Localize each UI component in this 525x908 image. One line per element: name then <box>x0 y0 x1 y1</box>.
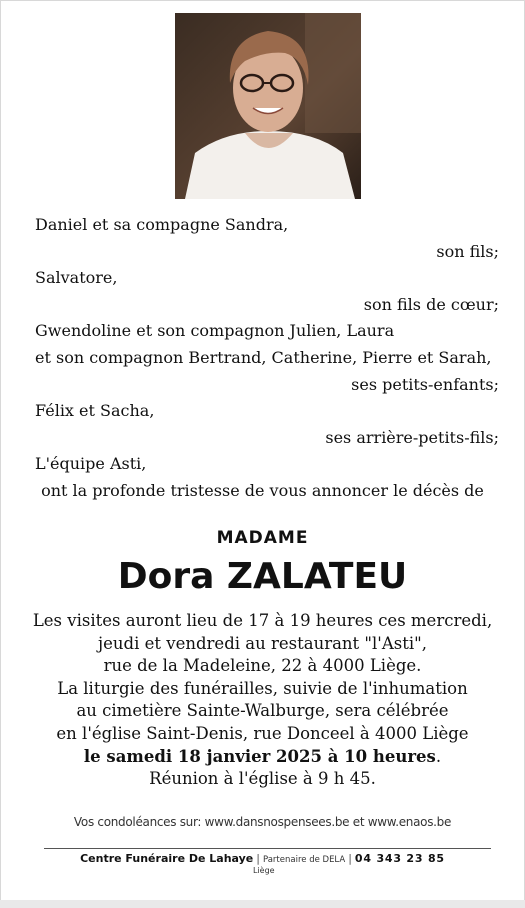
footer <box>0 852 525 865</box>
info-line: La liturgie des funérailles, suivie de l'inhumation <box>57 678 468 698</box>
family-line: son fils de cœur; <box>363 295 499 314</box>
family-line: ses petits-enfants; <box>351 375 499 394</box>
funeral-date-suffix: . <box>435 746 442 766</box>
funeral-home-name: Centre Funéraire De Lahaye <box>80 852 254 865</box>
funeral-date-text: le samedi 18 janvier 2025 à 10 heures <box>83 746 436 766</box>
footer-city: Liège <box>253 866 275 875</box>
family-line: ses arrière-petits-fils; <box>325 428 499 447</box>
funeral-info <box>20 610 505 791</box>
bottom-strip <box>0 900 525 908</box>
family-line: Salvatore, <box>35 268 118 287</box>
info-line: au cimetière Sainte-Walburge, sera célébrée <box>76 701 449 721</box>
family-line: son fils; <box>436 242 499 261</box>
portrait-photo <box>175 13 361 199</box>
family-line: et son compagnon Bertrand, Catherine, Pierre et Sarah, <box>35 348 492 367</box>
family-line: ont la profonde tristesse de vous annoncer le décès de <box>41 481 484 500</box>
info-line: en l'église Saint-Denis, rue Donceel à 4000 Liège <box>56 723 469 743</box>
footer-separator: | <box>348 852 352 865</box>
deceased-name: Dora ZALATEU <box>117 556 408 597</box>
footer-divider <box>44 848 491 849</box>
family-line: L'équipe Asti, <box>35 454 147 473</box>
info-line: Les visites auront lieu de 17 à 19 heures ces mercredi, <box>32 611 493 630</box>
condolences-line: Vos condoléances sur: www.dansnospensees.be et www.enaos.be <box>73 815 452 829</box>
phone-number: 04 343 23 85 <box>354 852 445 865</box>
info-line: rue de la Madeleine, 22 à 4000 Liège. <box>103 656 422 676</box>
family-line: Félix et Sacha, <box>35 401 155 420</box>
meeting-line: Réunion à l'église à 9 h 45. <box>149 769 376 789</box>
partner-text: Partenaire de DELA <box>262 855 346 865</box>
family-line: Gwendoline et son compagnon Julien, Laura <box>35 321 395 340</box>
family-line: Daniel et sa compagne Sandra, <box>35 215 289 234</box>
info-line: jeudi et vendredi au restaurant "l'Asti", <box>98 633 427 653</box>
funeral-date <box>20 746 505 769</box>
deceased-title: MADAME <box>216 528 309 548</box>
footer-separator: | <box>256 852 260 865</box>
